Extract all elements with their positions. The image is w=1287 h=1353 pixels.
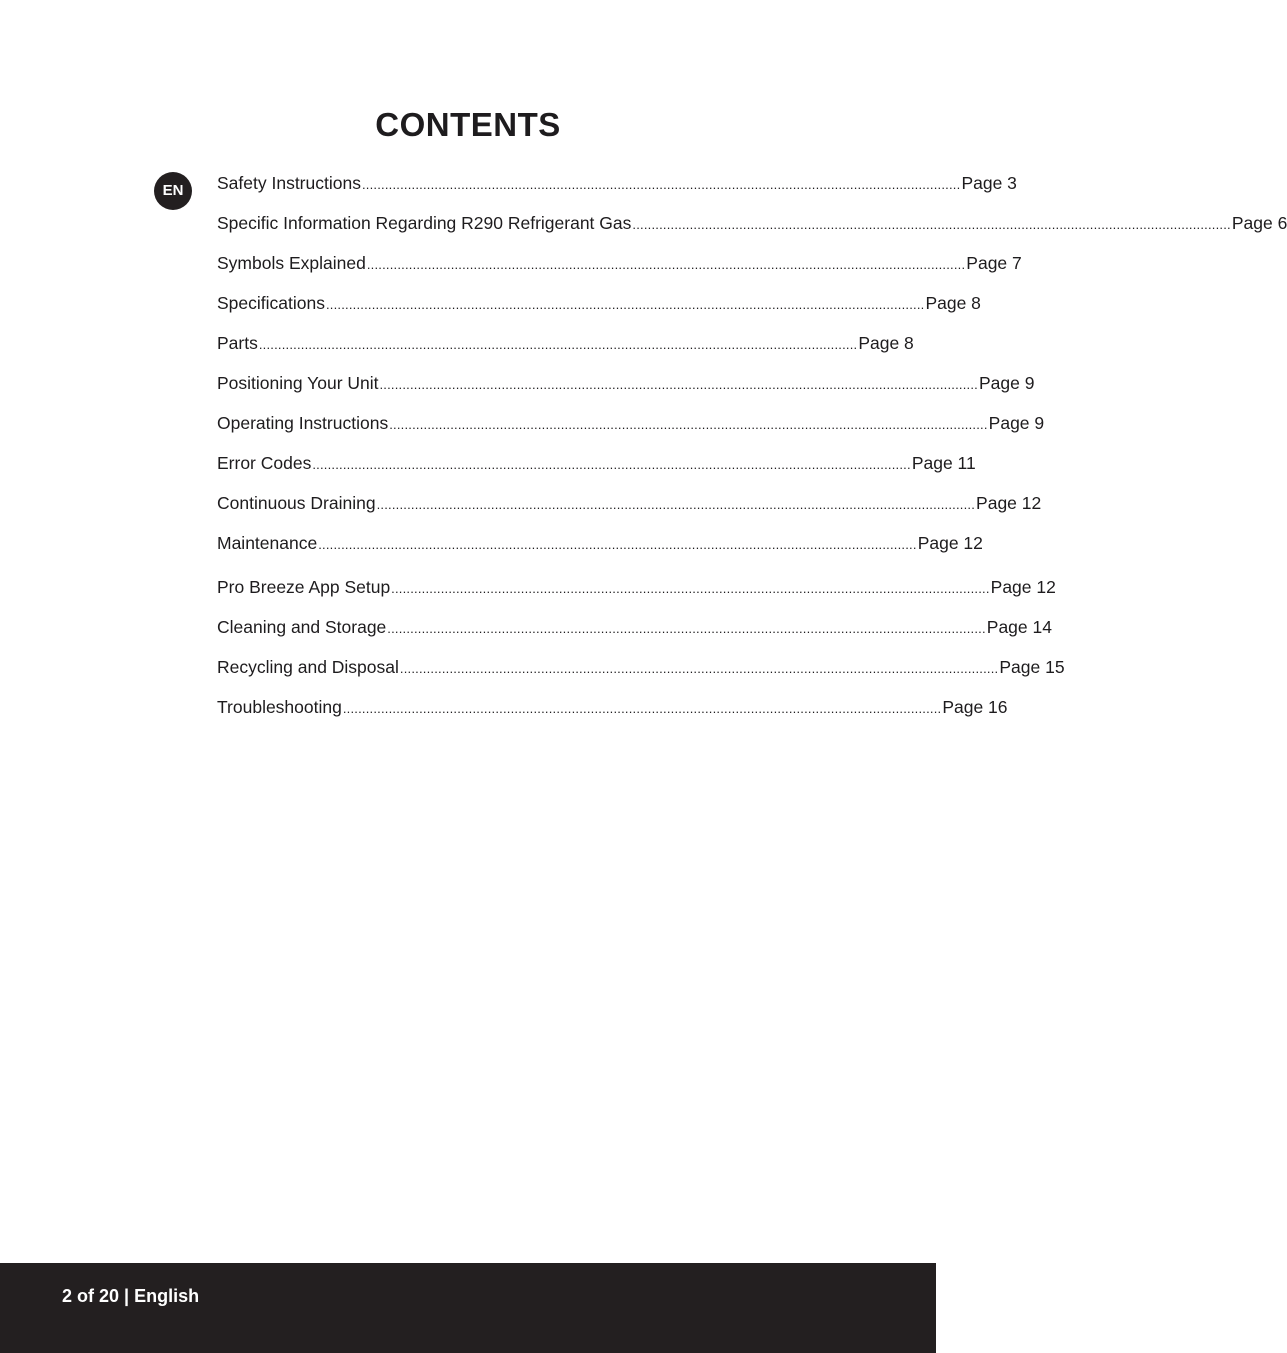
toc-dot-leader: ............................................................................................................................................................. (366, 257, 966, 272)
footer-separator: | (124, 1286, 130, 1306)
toc-entry-label: Maintenance (217, 533, 318, 553)
toc-dot-leader: ............................................................................................................................................................. (376, 497, 976, 512)
toc-entry-page: Page 16 (942, 697, 1008, 717)
toc-entry-page: Page 9 (988, 413, 1045, 433)
toc-dot-leader: ............................................................................................................................................................. (389, 417, 988, 432)
toc-dot-leader: ............................................................................................................................................................. (342, 701, 942, 716)
toc-dot-leader: ............................................................................................................................................................. (399, 661, 999, 676)
toc-entry-label: Symbols Explained (217, 253, 366, 273)
toc-entry-label: Troubleshooting (217, 697, 342, 717)
toc-entry-troubleshooting[interactable] (217, 697, 1008, 723)
toc-dot-leader: ............................................................................................................................................................. (318, 537, 917, 552)
toc-entry-page: Page 8 (925, 293, 981, 313)
toc-entry-page: Page 12 (976, 493, 1042, 513)
toc-dot-leader: ............................................................................................................................................................. (391, 581, 990, 596)
toc-entry-recycling-and-disposal[interactable] (217, 657, 1065, 683)
toc-dot-leader: ............................................................................................................................................................. (361, 177, 961, 192)
toc-entry-continuous-draining[interactable] (217, 493, 1042, 519)
toc-entry-page: Page 11 (911, 453, 976, 473)
toc-dot-leader: ............................................................................................................................................................. (258, 337, 858, 352)
toc-entry-label: Cleaning and Storage (217, 617, 387, 637)
page-title: CONTENTS (375, 106, 561, 144)
toc-entry-label: Parts (217, 333, 258, 353)
toc-entry-page: Page 12 (990, 577, 1056, 597)
toc-entry-page: Page 15 (999, 657, 1065, 677)
toc-entry-page: Page 6 (1231, 213, 1287, 233)
toc-entry-label: Specifications (217, 293, 325, 313)
toc-entry-page: Page 8 (858, 333, 914, 353)
toc-entry-label: Safety Instructions (217, 173, 361, 193)
toc-dot-leader: ............................................................................................................................................................. (632, 217, 1231, 232)
toc-dot-leader: ............................................................................................................................................................. (312, 457, 911, 472)
toc-entry-page: Page 9 (978, 373, 1035, 393)
toc-entry-app-setup[interactable] (217, 577, 1056, 603)
toc-entry-label: Error Codes (217, 453, 312, 473)
toc-entry-label: Specific Information Regarding R290 Refrigerant Gas (217, 213, 632, 233)
footer (62, 1286, 199, 1307)
toc-entry-page: Page 12 (917, 533, 983, 553)
toc-entry-r290-refrigerant-gas[interactable] (217, 213, 1287, 239)
toc-entry-label: Recycling and Disposal (217, 657, 399, 677)
toc-entry-positioning-your-unit[interactable] (217, 373, 1035, 399)
toc-entry-specifications[interactable] (217, 293, 981, 319)
toc-entry-page: Page 14 (986, 617, 1052, 637)
toc-dot-leader: ............................................................................................................................................................. (387, 621, 986, 636)
toc-dot-leader: ............................................................................................................................................................. (325, 297, 925, 312)
toc-dot-leader: ............................................................................................................................................................. (379, 377, 978, 392)
toc-entry-label: Positioning Your Unit (217, 373, 379, 393)
toc-entry-safety-instructions[interactable] (217, 173, 1017, 199)
toc-entry-label: Continuous Draining (217, 493, 376, 513)
toc-entry-label: Operating Instructions (217, 413, 389, 433)
toc-entry-maintenance[interactable] (217, 533, 983, 559)
footer-bar (0, 1263, 936, 1353)
toc-entry-symbols-explained[interactable] (217, 253, 1022, 279)
toc-entry-error-codes[interactable] (217, 453, 976, 479)
language-badge: EN (154, 172, 192, 210)
toc-entry-label: Pro Breeze App Setup (217, 577, 391, 597)
page-indicator: 2 of 20 (62, 1286, 120, 1306)
footer-language: English (134, 1286, 200, 1306)
toc-entry-page: Page 3 (961, 173, 1017, 193)
toc-entry-operating-instructions[interactable] (217, 413, 1045, 439)
toc-entry-page: Page 7 (966, 253, 1022, 273)
toc-entry-cleaning-and-storage[interactable] (217, 617, 1052, 643)
toc-entry-parts[interactable] (217, 333, 914, 359)
